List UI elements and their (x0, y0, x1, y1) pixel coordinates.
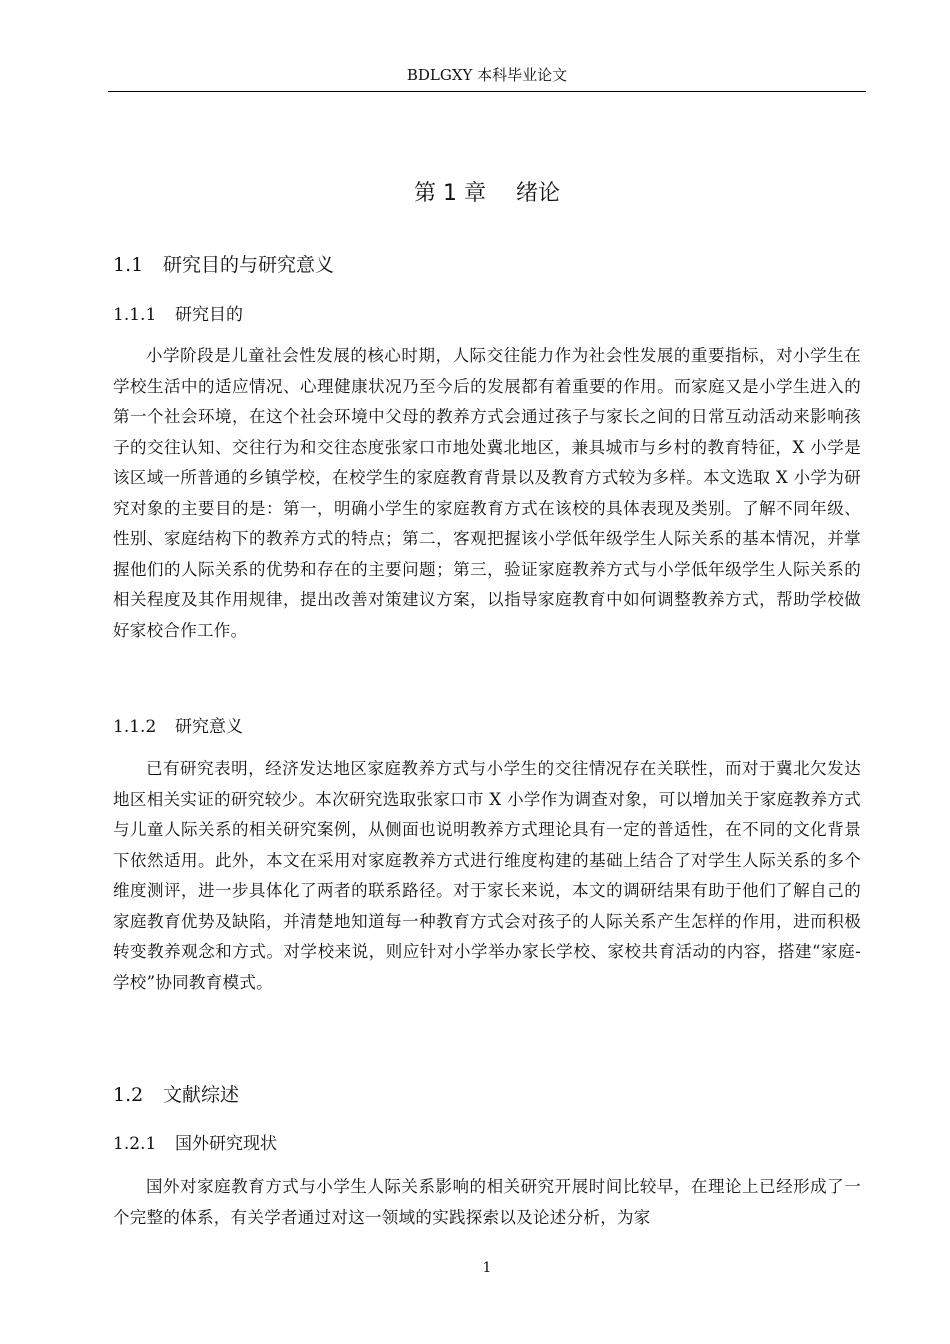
subsection-title: 研究意义 (175, 717, 243, 737)
header-divider (108, 91, 866, 92)
section-title: 文献综述 (163, 1084, 240, 1106)
page-number: 1 (482, 1260, 492, 1276)
page-header: BDLGXY 本科毕业论文 (406, 66, 568, 84)
paragraph-foreign-research: 国外对家庭教育方式与小学生人际关系影响的相关研究开展时间比较早，在理论上已经形成了一个完整的体系，有关学者通过对这一领域的实践探索以及论述分析，为家 (113, 1177, 861, 1227)
subsection-title: 研究目的 (175, 305, 243, 325)
section-heading-1-1 (113, 252, 334, 278)
subsection-number: 1.2.1 (113, 1134, 157, 1154)
section-title: 研究目的与研究意义 (163, 254, 335, 276)
subsection-number: 1.1.1 (113, 305, 157, 325)
subsection-heading-1-1-2 (113, 715, 243, 739)
section-number: 1.1 (113, 254, 144, 276)
chapter-heading (108, 178, 866, 210)
chapter-title: 绪论 (515, 181, 560, 206)
subsection-heading-1-1-1 (113, 303, 243, 327)
section-number: 1.2 (113, 1084, 144, 1106)
subsection-heading-1-2-1 (113, 1132, 277, 1156)
subsection-title: 国外研究现状 (175, 1134, 277, 1154)
subsection-number: 1.1.2 (113, 717, 157, 737)
section-heading-1-2 (113, 1082, 239, 1108)
paragraph-research-significance: 已有研究表明，经济发达地区家庭教养方式与小学生的交往情况存在关联性，而对于冀北欠发达地区相关实证的研究较少。本次研究选取张家口市 X 小学作为调查对象，可以增加关于家庭教养方式与儿童人际关系的相关研究案例，从侧面也说明教养方式理论具有一定的普适性，在不同的文化背景下依然适用。此外，本文在采用对家庭教养方式进行维度构建的基础上结合了对学生人际关系的多个维度测评，进一步具体化了两者的联系路径。对于家长来说，本文的调研结果有助于他们了解自己的家庭教育优势及缺陷，并清楚地知道每一种教育方式会对孩子的人际关系产生怎样的作用，进而积极转变教养观念和方式。对学校来说，则应针对小学举办家长学校、家校共育活动的内容，搭建“家庭-学校”协同教育模式。 (113, 759, 861, 992)
paragraph-research-purpose: 小学阶段是儿童社会性发展的核心时期，人际交往能力作为社会性发展的重要指标，对小学生在学校生活中的适应情况、心理健康状况乃至今后的发展都有着重要的作用。而家庭又是小学生进入的第一个社会环境，在这个社会环境中父母的教养方式会通过孩子与家长之间的日常互动活动来影响孩子的交往认知、交往行为和交往态度张家口市地处冀北地区，兼具城市与乡村的教育特征，X 小学是该区域一所普通的乡镇学校，在校学生的家庭教育背景以及教育方式较为多样。本文选取 X 小学为研究对象的主要目的是：第一，明确小学生的家庭教育方式在该校的具体表现及类别。了解不同年级、性别、家庭结构下的教养方式的特点；第二，客观把握该小学低年级学生人际关系的基本情况，并掌握他们的人际关系的优势和存在的主要问题；第三，验证家庭教养方式与小学低年级学生人际关系的相关程度及其作用规律，提出改善对策建议方案，以指导家庭教育中如何调整教养方式，帮助学校做好家校合作工作。 (113, 346, 861, 640)
chapter-number: 第 1 章 (414, 181, 486, 206)
